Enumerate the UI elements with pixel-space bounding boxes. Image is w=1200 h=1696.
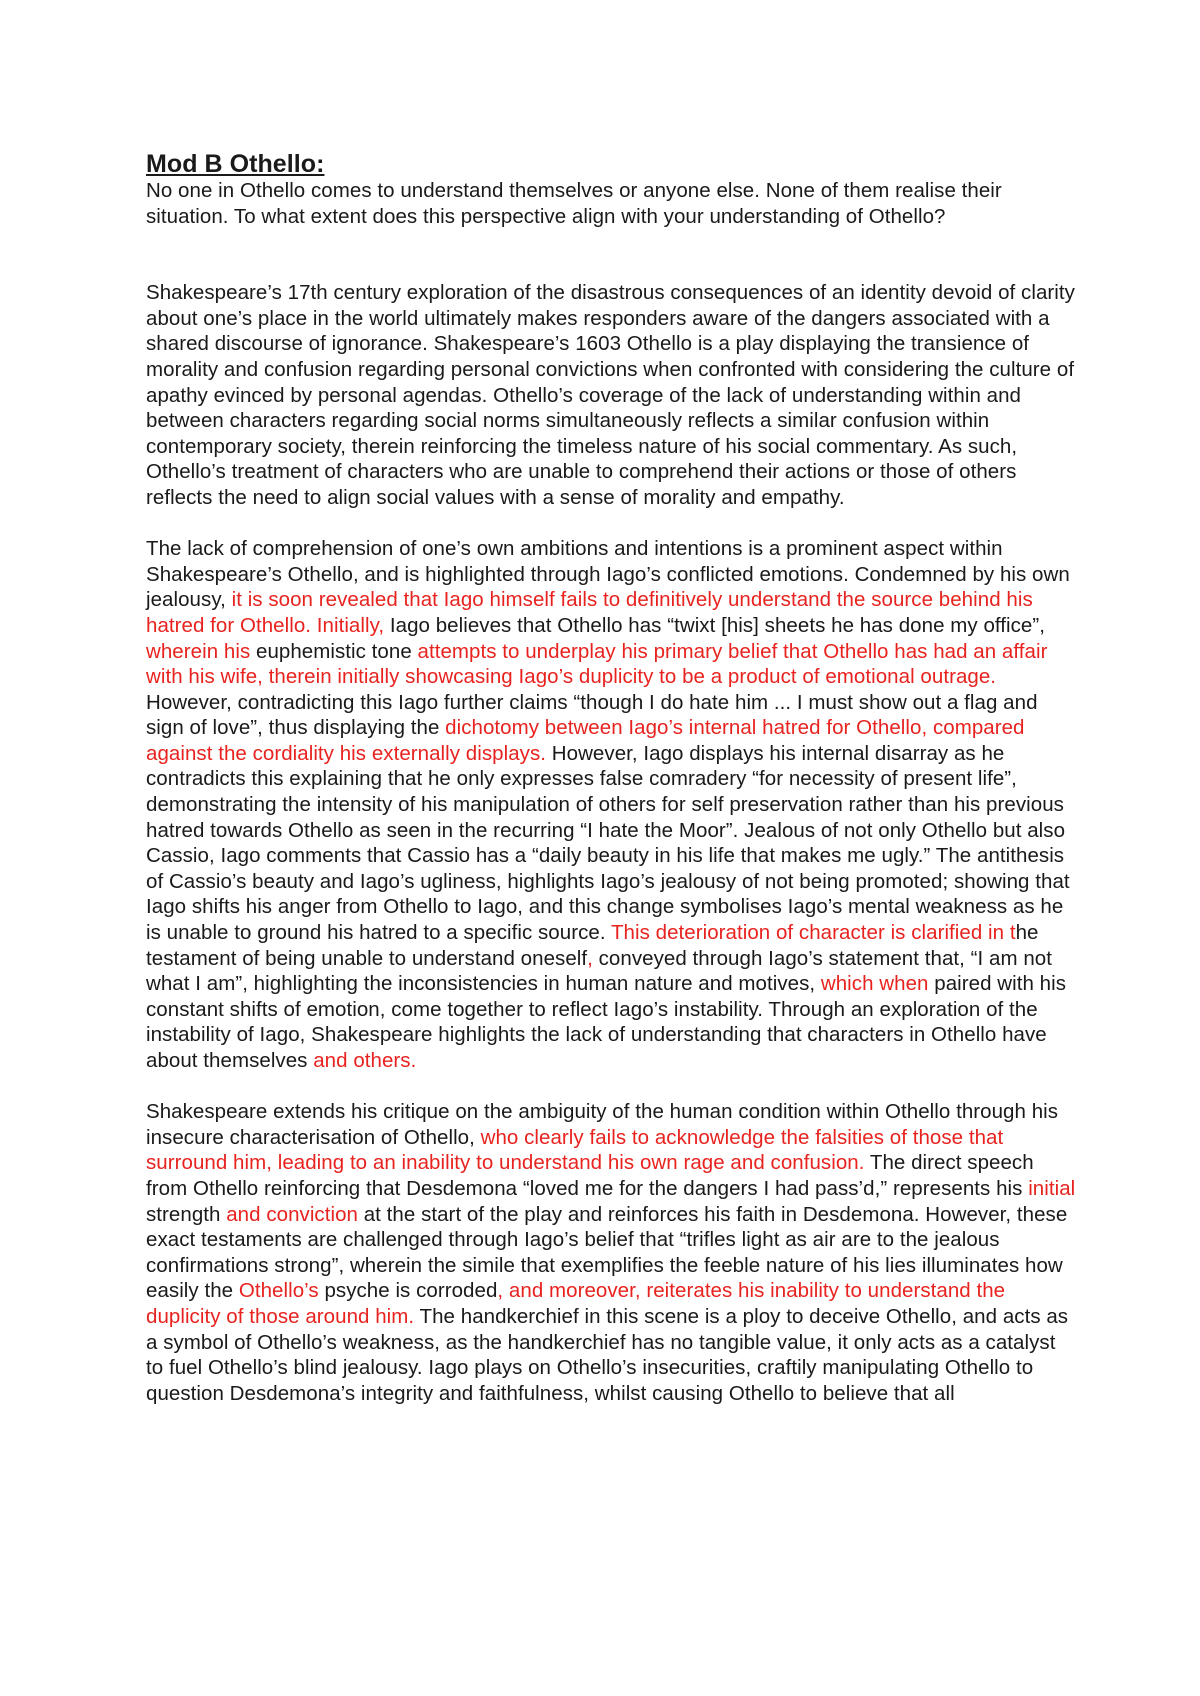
essay-body [146,280,1076,1406]
document-page [146,150,1076,1432]
paragraph-text: The lack of comprehension of one’s own ambitions and intentions is a prominent aspect within Shakespeare’s Othello, and is highlighted through Iago’s conflicted emotions. Condemned by his own jealousy, [146,537,1070,612]
highlighted-text: and others. [313,1049,417,1072]
highlighted-text: who clearly fails to acknowledge the falsities of those that surround him, leading to an inability to understand his own rage and confusion. [146,1125,1004,1175]
highlighted-text: Othello’s [238,1279,319,1303]
highlighted-text: which when [820,972,929,996]
highlighted-text: , and moreover, reiterates his inability to understand the duplicity of those around him. [146,1279,1006,1328]
highlighted-text: it is soon revealed that Iago himself fails to definitively understand the source behind his hatred for Othello. Initially, [146,588,1033,637]
highlighted-text: initial [1028,1176,1076,1200]
highlighted-text: wherein his [146,639,251,663]
paragraph-text: Iago believes that Othello has “twixt [his] sheets he has done my office”, [389,613,1045,637]
highlighted-text: and conviction [226,1202,358,1226]
paragraph-text: he testament of being unable to understand oneself [146,921,1039,970]
paragraph-text: conveyed through Iago’s statement that, “I am not what I am”, highlighting the inconsistencies in human nature and motives, [146,946,1052,996]
highlighted-text: dichotomy between Iago’s internal hatred for Othello, compared against the cordiality his externally displays. [146,716,1025,765]
essay-question: No one in Othello comes to understand themselves or anyone else. None of them realise their situation. To what extent does this perspective align with your understanding of Othello? [146,179,1002,228]
paragraph-text: psyche is corroded [318,1279,498,1303]
paragraph-text: However, Iago displays his internal disarray as he contradicts this explaining that he only expresses false comradery “for necessity of present life”, demonstrating the intensity of his manipulation of others for self preservation rather than his previous hatred towards Othello as seen in the recurring “I hate the Moor”. Jealous of not only Othello but also Cassio, Iago comments that Cassio has a “daily beauty in his life that makes me ugly.” The antithesis of Cassio’s beauty and Iago’s ugliness, highlights Iago’s jealousy of not being promoted; showing that Iago shifts his anger from Othello to Iago, and this change symbolises Iago’s mental weakness as he is unable to ground his hatred to a specific source. [146,741,1070,945]
paragraph-text: The handkerchief in this scene is a ploy to deceive Othello, and acts as a symbol of Othello’s weakness, as the handkerchief has no tangible value, it only acts as a catalyst to fuel Othello’s blind jealousy. Iago plays on Othello’s insecurities, craftily manipulating Othello to question Desdemona’s integrity and faithfulness, whilst causing Othello to believe that all [146,1304,1069,1405]
highlighted-text: This deterioration of character is clarified in t [610,921,1016,945]
paragraph-text: euphemistic tone [250,639,418,663]
paragraph-text: Shakespeare’s 17th century exploration of the disastrous consequences of an identity devoid of clarity about one’s place in the world ultimately makes responders aware of the dangers associated with a shared discourse of ignorance. Shakespeare’s 1603 Othello is a play displaying the transience of morality and confusion regarding personal convictions when confronted with considering the culture of apathy evinced by personal agendas. Othello’s coverage of the lack of understanding within and between characters regarding social norms simultaneously reflects a similar confusion within contemporary society, therein reinforcing the timeless nature of his social commentary. As such, Othello’s treatment of characters who are unable to comprehend their actions or those of others reflects the need to align social values with a sense of morality and empathy. [146,281,1075,509]
essay-paragraph [146,1099,1076,1406]
paragraph-text: Shakespeare extends his critique on the ambiguity of the human condition within Othello through his insecure characterisation of Othello, [146,1100,1059,1149]
essay-paragraph [146,536,1076,1073]
document-title: Mod B Othello: [146,150,325,178]
highlighted-text: , [587,946,593,970]
paragraph-text: at the start of the play and reinforces his faith in Desdemona. However, these exact testaments are challenged through Iago’s belief that “trifles light as air are to the jealous confirmations strong”, wherein the simile that exemplifies the feeble nature of his lies illuminates how easily the [146,1202,1068,1303]
essay-paragraph [146,280,1076,510]
highlighted-text: attempts to underplay his primary belief that Othello has had an affair with his wife, therein initially showcasing Iago’s duplicity to be a product of emotional outrage. [146,639,1048,689]
paragraph-text: paired with his constant shifts of emotion, come together to reflect Iago’s instability. Through an exploration of the instability of Iago, Shakespeare highlights the lack of understanding that characters in Othello have about themselves [146,972,1067,1072]
paragraph-text: The direct speech from Othello reinforcing that Desdemona “loved me for the dangers I had pass’d,” represents his [146,1151,1034,1200]
paragraph-text: However, contradicting this Iago further claims “though I do hate him ... I must show out a flag and sign of love”, thus displaying the [146,690,1038,740]
paragraph-text: strength [146,1202,227,1226]
